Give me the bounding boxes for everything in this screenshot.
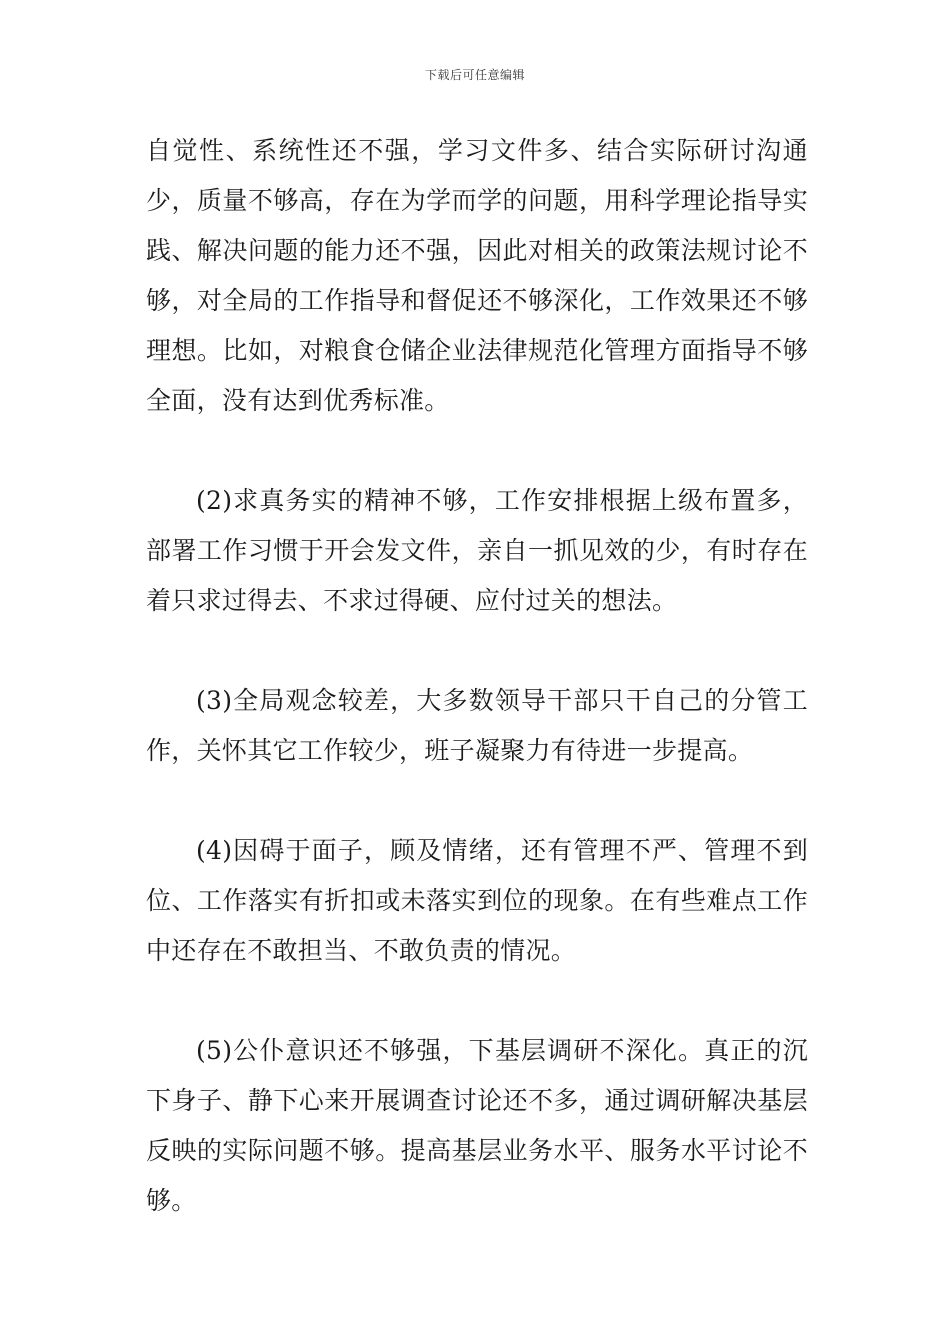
paragraph-continuation: 自觉性、系统性还不强，学习文件多、结合实际研讨沟通少，质量不够高，存在为学而学的问题，用科学理论指导实践、解决问题的能力还不强，因此对相关的政策法规讨论不够，对全局的工作指导和督促还不够深化，工作效果还不够理想。比如，对粮食仓储企业法律规范化管理方面指导不够全面，没有达到优秀标准。 xyxy=(146,136,808,415)
paragraph-item-2: (2)求真务实的精神不够，工作安排根据上级布置多，部署工作习惯于开会发文件，亲自一抓见效的少，有时存在着只求过得去、不求过得硬、应付过关的想法。 xyxy=(146,486,808,615)
page-header-note: 下载后可任意编辑 xyxy=(424,68,525,82)
document-body xyxy=(146,126,808,1276)
paragraph-item-5: (5)公仆意识还不够强，下基层调研不深化。真正的沉下身子、静下心来开展调查讨论还不多，通过调研解决基层反映的实际问题不够。提高基层业务水平、服务水平讨论不够。 xyxy=(146,1036,808,1215)
paragraph-item-4: (4)因碍于面子，顾及情绪，还有管理不严、管理不到位、工作落实有折扣或未落实到位的现象。在有些难点工作中还存在不敢担当、不敢负责的情况。 xyxy=(146,836,808,965)
paragraph-item-3: (3)全局观念较差，大多数领导干部只干自己的分管工作，关怀其它工作较少，班子凝聚力有待进一步提高。 xyxy=(146,686,808,765)
